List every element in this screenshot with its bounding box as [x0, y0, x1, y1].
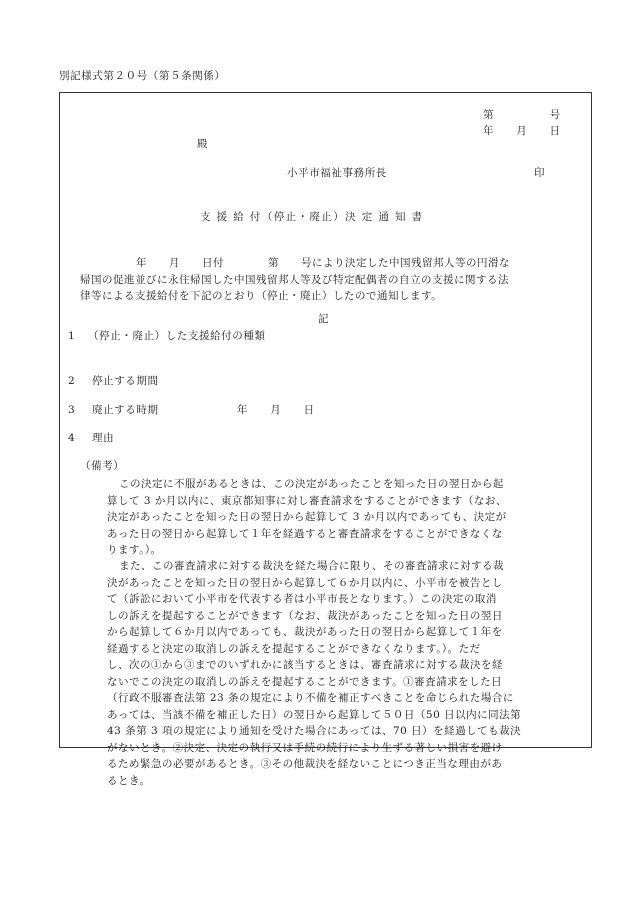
remarks-line: この決定に不服があるときは、この決定があったことを知った日の翌日から起	[119, 478, 504, 490]
remarks-line: て（訴訟において小平市を代表する者は小平市長となります。）この決定の取消	[107, 593, 497, 605]
remarks-line: るため緊急の必要があるとき。③その他裁決を経ないことにつき正当な理由があ	[107, 758, 503, 770]
remarks-line: し、次の①から③までのいずれかに該当するときは、審査請求に対する裁決を経	[107, 659, 503, 671]
remarks-line: がないとき。②決定、決定の執行又は手続の続行により生ずる著しい損害を避け	[107, 741, 503, 754]
intro-line: 年 月 日付 第 号により決定した中国残留邦人等の円滑な	[136, 257, 510, 269]
remarks-line: 43 条第 3 項の規定により通知を受けた場合にあっては、70 日）を経過しても裁決	[107, 725, 522, 737]
sender-name: 小平市福祉事務所長	[287, 167, 387, 179]
remarks-paragraph-1	[107, 476, 507, 559]
item-1-text: （停止・廃止）した支援給付の種類	[88, 330, 266, 342]
ki-heading: 記	[318, 313, 330, 325]
remarks-line: （行政不服審査法第 23 条の規定により不備を補正すべきことを命じられた場合に	[107, 692, 514, 704]
addressee-honorific: 殿	[197, 138, 209, 150]
remarks-line: しの訴えを提起することができます（なお、裁決があったことを知った日の翌日	[107, 609, 503, 622]
item-2-number: 2	[68, 375, 76, 387]
intro-paragraph	[80, 255, 510, 305]
document-number-line: 第 号	[483, 109, 561, 121]
remarks-line: あっては、当該不備を補正した日）の翌日から起算して５０日（50 日以内に同法第	[107, 708, 522, 721]
remarks-line: から起算して６か月以内であっても、裁決があった日の翌日から起算して１年を	[107, 626, 503, 638]
seal-mark: 印	[534, 167, 546, 179]
item-1-number: 1	[68, 330, 76, 342]
item-3-text: 廃止する時期	[92, 404, 159, 416]
remarks-line: また、この審査請求に対する裁決を経た場合に限り、その審査請求に対する裁	[119, 560, 504, 572]
item-3-number: 3	[68, 404, 76, 416]
remarks-line: 経過すると決定の取消しの訴えを提起することができなくなります。）。ただ	[107, 642, 481, 655]
remarks-line: 決定があったことを知った日の翌日から起算して 3 か月以内であっても、決定が	[107, 511, 507, 523]
remarks-line: ないでこの決定の取消しの訴えを提起することができます。①審査請求をした日	[107, 675, 503, 688]
intro-line: 律等による支援給付を下記のとおり（停止・廃止）したので通知します。	[80, 290, 443, 302]
remarks-label: （備考）	[80, 460, 125, 472]
remarks-line: 算して 3 か月以内に、東京都知事に対し審査請求をすることができます（なお、	[107, 494, 507, 507]
item-4-text: 理由	[92, 432, 115, 444]
remarks-line: ります。）。	[107, 544, 162, 556]
issue-date-line: 年 月 日	[483, 125, 561, 137]
remarks-line: るとき。	[107, 774, 151, 787]
intro-line: 帰国の促進並びに永住帰国した中国残留邦人等及び特定配偶者の自立の支援に関する法	[80, 273, 509, 286]
remarks-paragraph-2	[107, 558, 521, 789]
form-header: 別記様式第２０号（第５条関係）	[59, 70, 226, 82]
remarks-line: 決があったことを知った日の翌日から起算して６か月以内に、小平市を被告とし	[107, 576, 503, 589]
document-title: 支 援 給 付（停止・廃止）決 定 通 知 書	[200, 211, 424, 223]
item-3-date: 年 月 日	[237, 404, 315, 416]
item-4-number: 4	[68, 432, 76, 444]
remarks-line: あった日の翌日から起算して１年を経過すると審査請求をすることができなくな	[107, 527, 503, 540]
item-2-text: 停止する期間	[92, 375, 159, 387]
